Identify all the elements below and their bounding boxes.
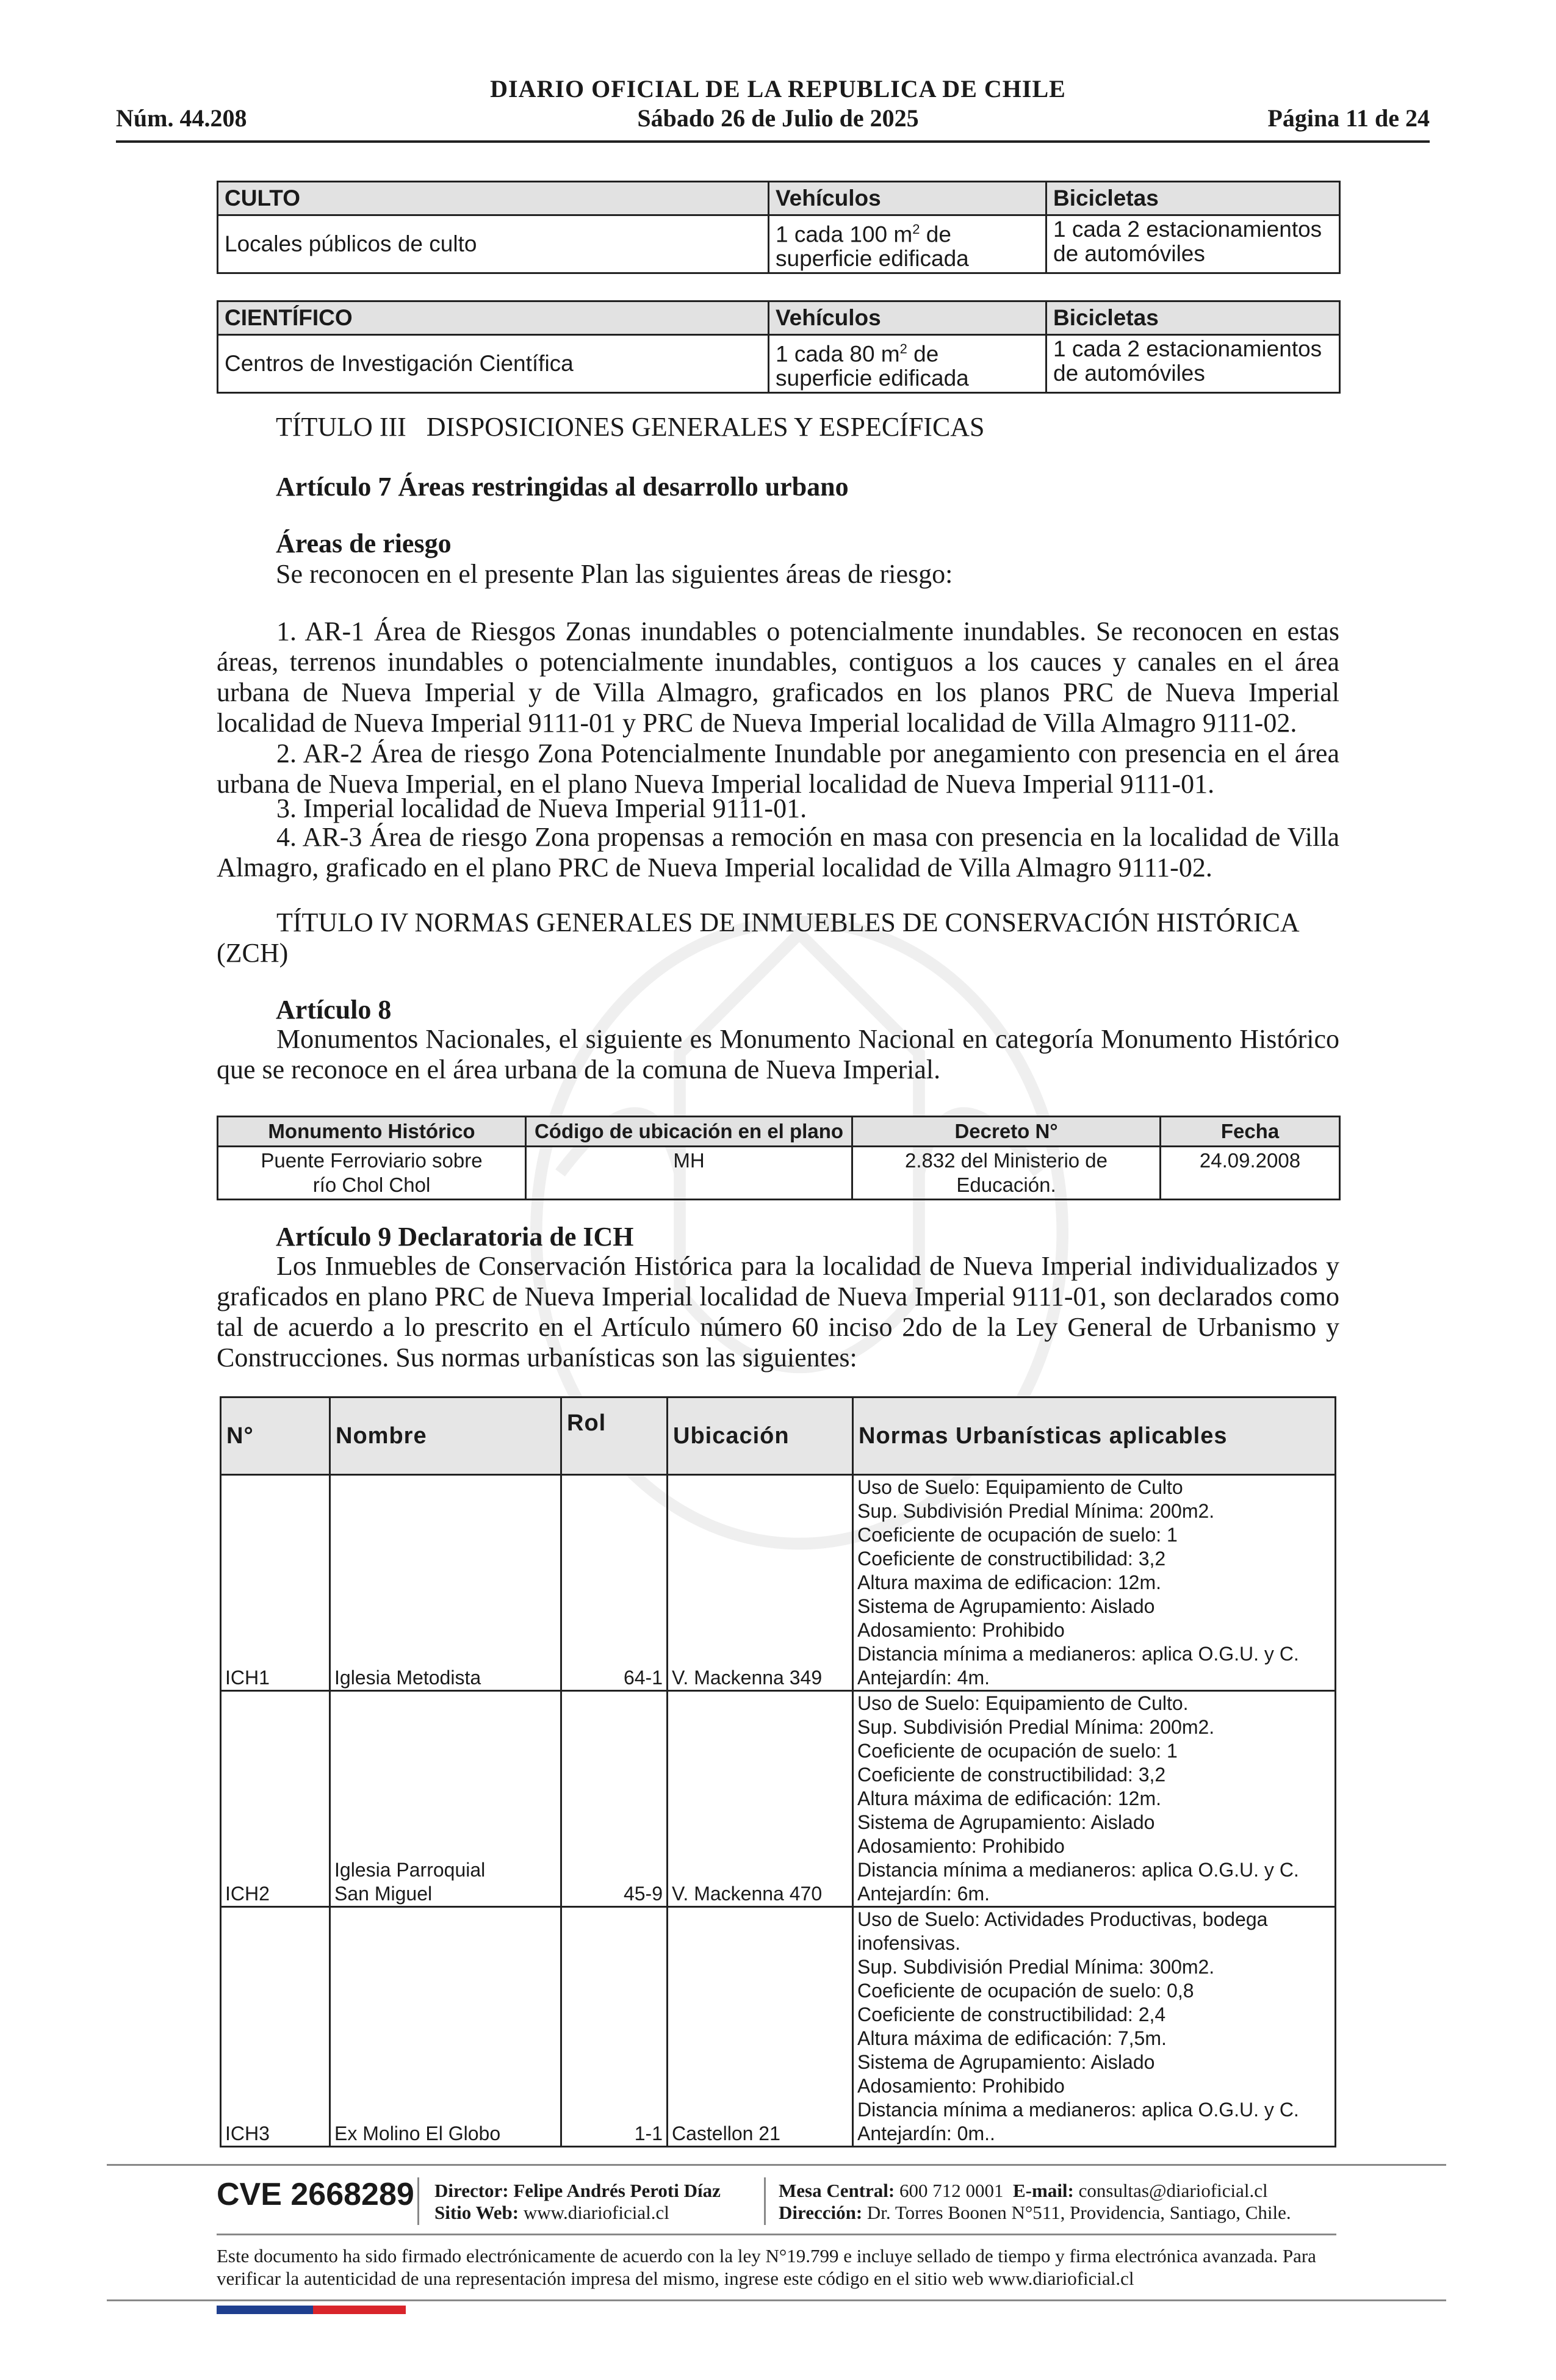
articulo-9-text: Los Inmuebles de Conservación Histórica para la localidad de Nueva Imperial individualizados y graficados en plano PRC de Nueva Imperial localidad de Nueva Imperial 9111-01, son declarados como tal de acuerdo a lo prescrito en el Artículo número 60 inciso 2do de la Ley General de Urbanismo y Construcciones. Sus normas urbanísticas son las siguientes: [217,1251,1339,1372]
articulo-9-heading: Artículo 9 Declaratoria de ICH [276,1222,634,1252]
ich-id: ICH1 [221,1475,330,1691]
col-rol: Rol [561,1397,668,1475]
cientifico-bicycles-cell: 1 cada 2 estacionamientos de automóviles [1046,335,1340,393]
articulo-8-text: Monumentos Nacionales, el siguiente es Monumento Nacional en categoría Monumento Histórico que se reconoce en el área urbana de la comuna de Nueva Imperial. [217,1024,1339,1084]
ich-id: ICH2 [221,1691,330,1907]
ich-name: Iglesia Metodista [330,1475,561,1691]
ich-ubicacion: V. Mackenna 349 [668,1475,853,1691]
flag-stripe-blue [217,2306,313,2314]
culto-parking-table [217,181,1341,274]
col-nombre: Nombre [330,1397,561,1475]
contact-info: Mesa Central: 600 712 0001 E-mail: consultas@diarioficial.cl Dirección: Dr. Torres Boonen N°511, Providencia, Santiago, Chile. [779,2180,1291,2223]
cientifico-vehicles-cell: 1 cada 80 $m^2$ de superficie edificada [769,335,1046,393]
newspaper-title: DIARIO OFICIAL DE LA REPUBLICA DE CHILE [490,75,1066,103]
risk-item-4: 4. AR-3 Área de riesgo Zona propensas a remoción en masa con presencia en la localidad de Villa Almagro, graficado en el plano PRC de Nueva Imperial localidad de Villa Almagro 9111-02. [217,822,1339,882]
table-row [221,1907,1336,2147]
articulo-8-heading: Artículo 8 [276,995,392,1025]
col-normas: Normas Urbanísticas aplicables [853,1397,1336,1475]
titulo-iv-heading: TÍTULO IV NORMAS GENERALES DE INMUEBLES DE CONSERVACIÓN HISTÓRICA (ZCH) [217,907,1298,968]
footer-separator [764,2177,766,2225]
cve-code: CVE 2668289 [217,2177,414,2212]
table-row [221,1691,1336,1907]
col-monumento: Monumento Histórico [218,1117,526,1147]
monumento-table [217,1116,1341,1200]
table-row [221,1475,1336,1691]
signature-note: Este documento ha sido firmado electrónicamente de acuerdo con la ley N°19.799 e incluye sellado de tiempo y firma electrónica avanzada. Para verificar la autenticidad de una representación impresa del mismo, ingrese este código en el sitio web www.diarioficial.cl [217,2245,1316,2289]
risk-item-1: 1. AR-1 Área de Riesgos Zonas inundables o potencialmente inundables. Se reconocen en estas áreas, terrenos inundables o potencialmente inundables, contiguos a los cauces y canales en el área urbana de Nueva Imperial y de Villa Almagro, graficados en los planos PRC de Nueva Imperial localidad de Nueva Imperial 9111-01 y PRC de Nueva Imperial localidad de Villa Almagro 9111-02. [217,616,1339,738]
ich-rol: 45-9 [561,1691,668,1907]
header-divider [116,140,1430,143]
col-ubicacion: Ubicación [668,1397,853,1475]
ich-rol: 64-1 [561,1475,668,1691]
ich-norms: Uso de Suelo: Equipamiento de Culto Sup. Subdivisión Predial Mínima: 200m2. Coeficiente de ocupación de suelo: 1 Coeficiente de constructibilidad: 3,2 Altura maxima de edificacion: 12m. Sistema de Agrupamiento: Aislado Adosamiento: Prohibido Distancia mínima a medianeros: aplica O.G.U. y C. Antejardín: 4m. [853,1475,1336,1691]
page-number: Página 11 de 24 [1267,104,1430,132]
email-link[interactable]: consultas@diarioficial.cl [1078,2180,1268,2201]
footer-divider [107,2299,1446,2301]
cientifico-parking-table [217,300,1341,394]
ich-rol: 1-1 [561,1907,668,2147]
ich-ubicacion: V. Mackenna 470 [668,1691,853,1907]
vehicles-header: Vehículos [769,301,1046,335]
articulo-7-heading: Artículo 7 Áreas restringidas al desarrollo urbano [276,472,849,502]
ich-name: Ex Molino El Globo [330,1907,561,2147]
issue-date: Sábado 26 de Julio de 2025 [637,104,919,132]
areas-riesgo-intro: Se reconocen en el presente Plan las siguientes áreas de riesgo: [276,559,953,589]
risk-item-3: 3. Imperial localidad de Nueva Imperial 9111-01. [276,793,807,823]
col-codigo: Código de ubicación en el plano [526,1117,852,1147]
monumento-code: MH [526,1147,852,1200]
ich-id: ICH3 [221,1907,330,2147]
vehicles-header: Vehículos [769,182,1046,215]
col-fecha: Fecha [1161,1117,1340,1147]
cientifico-header: CIENTÍFICO [218,301,769,335]
monumento-name: Puente Ferroviario sobre río Chol Chol [218,1147,526,1200]
table-row [218,1147,1340,1200]
footer-separator [417,2177,419,2225]
flag-stripe-red [313,2306,406,2314]
areas-riesgo-heading: Áreas de riesgo [276,528,452,558]
monumento-date: 24.09.2008 [1161,1147,1340,1200]
ich-table [220,1396,1336,2147]
culto-header: CULTO [218,182,769,215]
ich-norms: Uso de Suelo: Equipamiento de Culto. Sup. Subdivisión Predial Mínima: 200m2. Coeficiente de ocupación de suelo: 1 Coeficiente de constructibilidad: 3,2 Altura máxima de edificación: 12m. Sistema de Agrupamiento: Aislado Adosamiento: Prohibido Distancia mínima a medianeros: aplica O.G.U. y C. Antejardín: 6m. [853,1691,1336,1907]
ich-norms: Uso de Suelo: Actividades Productivas, bodega inofensivas. Sup. Subdivisión Predial Mínima: 300m2. Coeficiente de ocupación de suelo: 0,8 Coeficiente de constructibilidad: 2,4 Altura máxima de edificación: 7,5m. Sistema de Agrupamiento: Aislado Adosamiento: Prohibido Distancia mínima a medianeros: aplica O.G.U. y C. Antejardín: 0m.. [853,1907,1336,2147]
risk-item-2: 2. AR-2 Área de riesgo Zona Potencialmente Inundable por anegamiento con presencia en el área urbana de Nueva Imperial, en el plano Nueva Imperial localidad de Nueva Imperial 9111-01. [217,738,1339,799]
footer-divider [107,2164,1446,2166]
site-link[interactable]: www.diarioficial.cl [523,2202,669,2223]
cientifico-row-label: Centros de Investigación Científica [218,335,769,393]
culto-bicycles-cell: 1 cada 2 estacionamientos de automóviles [1046,215,1340,273]
col-decreto: Decreto N° [852,1117,1161,1147]
titulo-iii-heading: TÍTULO III DISPOSICIONES GENERALES Y ESPECÍFICAS [276,412,985,442]
col-numero: N° [221,1397,330,1475]
ich-name: Iglesia Parroquial San Miguel [330,1691,561,1907]
ich-ubicacion: Castellon 21 [668,1907,853,2147]
issue-number: Núm. 44.208 [116,104,247,132]
culto-vehicles-cell: 1 cada 100 $m^2$ de superficie edificada [769,215,1046,273]
culto-row-label: Locales públicos de culto [218,215,769,273]
monumento-decree: 2.832 del Ministerio de Educación. [852,1147,1161,1200]
director-info: Director: Felipe Andrés Peroti Díaz Sitio Web: www.diarioficial.cl [434,2180,721,2223]
bicycles-header: Bicicletas [1046,301,1340,335]
footer-divider [217,2234,1336,2235]
bicycles-header: Bicicletas [1046,182,1340,215]
